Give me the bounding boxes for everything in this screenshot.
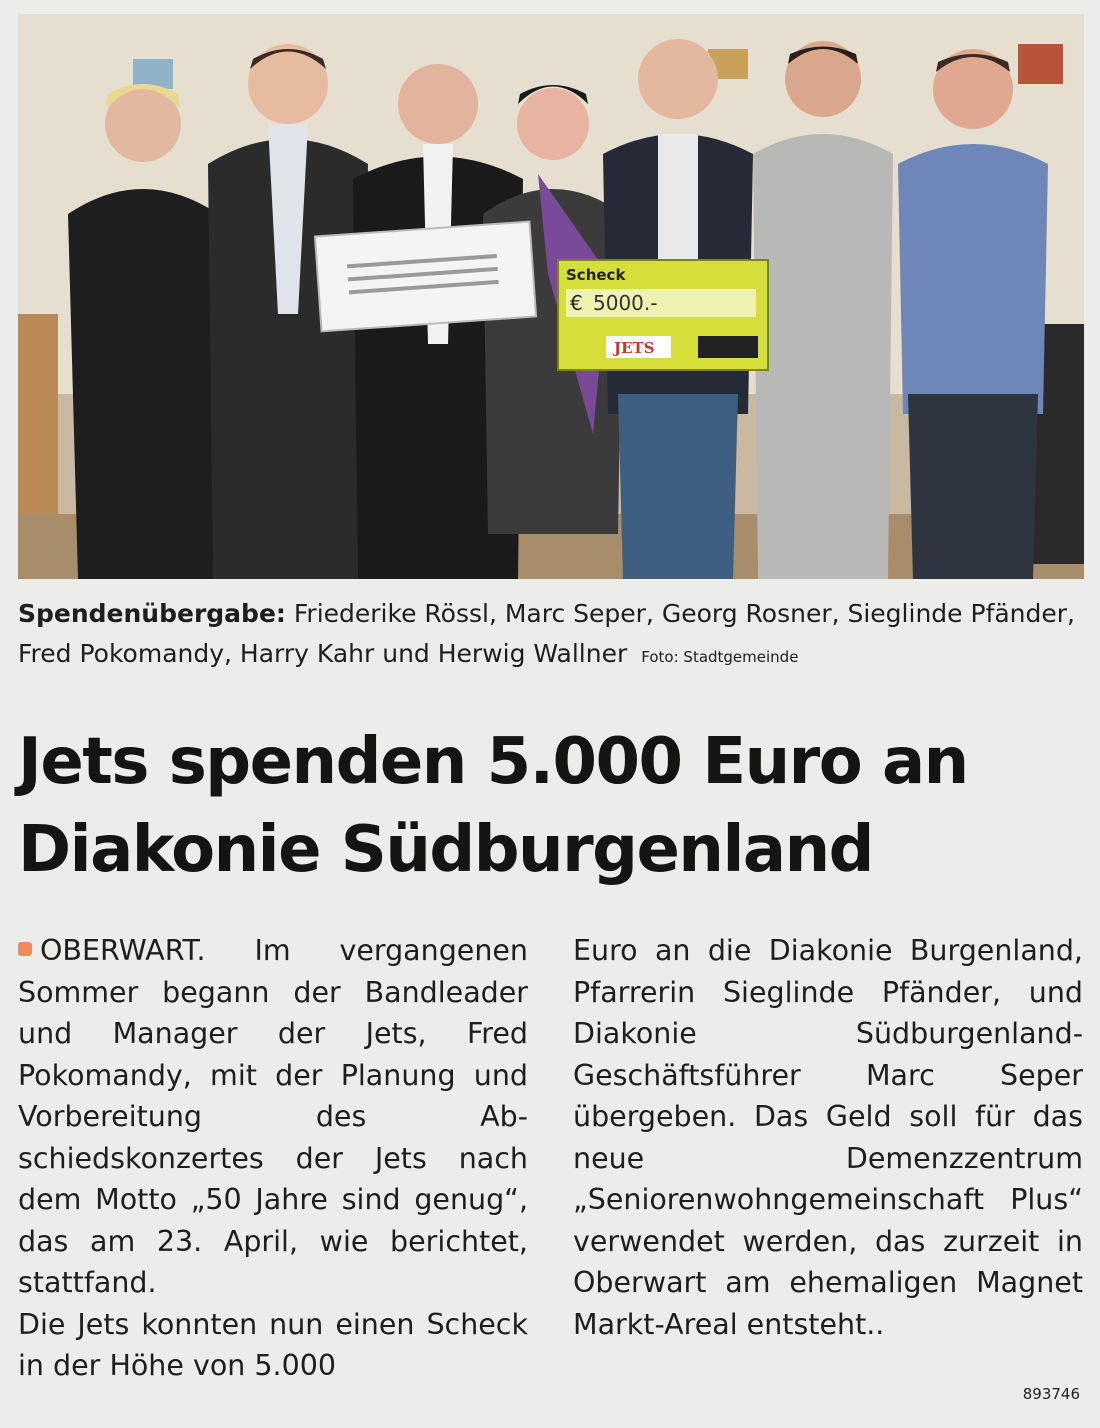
caption-lead: Spendenübergabe: — [18, 599, 286, 628]
caption-text: Friederike Rössl, Marc Seper, Georg Rosner, Sieglinde Pfänder, Fred Pokomandy, Harry Kahr und Herwig Wallner — [18, 599, 1076, 668]
group-photo-illustration — [18, 14, 1084, 579]
paragraph-2: Die Jets konnten nun einen Scheck in der Höhe von 5.000 — [18, 1307, 528, 1382]
article-column-right — [573, 930, 1083, 1345]
paragraph-3: Euro an die Diakonie Burgenland, Pfarrerin Sieglinde Pfänder, und Diakonie Südburgenland-Geschäftsführer Marc Seper übergeben. Das Geld soll für das neue Demenzzentrum „Seniorenwohngemeinschaft Plus“ verwendet werden, das zurzeit in Oberwart am ehemaligen Magnet Markt-Areal entsteht.. — [573, 934, 1083, 1341]
article-photo — [18, 14, 1084, 579]
donation-check — [558, 260, 768, 370]
headline-line-1: Jets spenden 5.000 Euro an — [18, 725, 968, 799]
check-currency: € — [570, 291, 583, 315]
paragraph-1 — [18, 930, 528, 1304]
dateline: OBERWART. — [40, 934, 206, 967]
paragraph-1-text: Im vergangenen Sommer begann der Bandleader und Manager der Jets, Fred Pokomandy, mit der Planung und Vorbereitung des Abschiedskonzertes der Jets nach dem Motto „50 Jahre sind genug“, das am 23. April, wie berichtet, stattfand. — [18, 934, 528, 1299]
check-header: Scheck — [566, 266, 626, 284]
article-headline — [18, 718, 1088, 894]
check-amount: 5000.- — [593, 291, 658, 315]
photo-credit: Foto: Stadtgemeinde — [641, 648, 799, 666]
article-column-left — [18, 930, 528, 1387]
check-logo: JETS — [614, 339, 655, 357]
headline-line-2: Diakonie Südburgenland — [18, 813, 873, 887]
section-bullet-icon — [18, 942, 32, 956]
photo-caption — [18, 594, 1084, 677]
article-code: 893746 — [1022, 1385, 1080, 1403]
